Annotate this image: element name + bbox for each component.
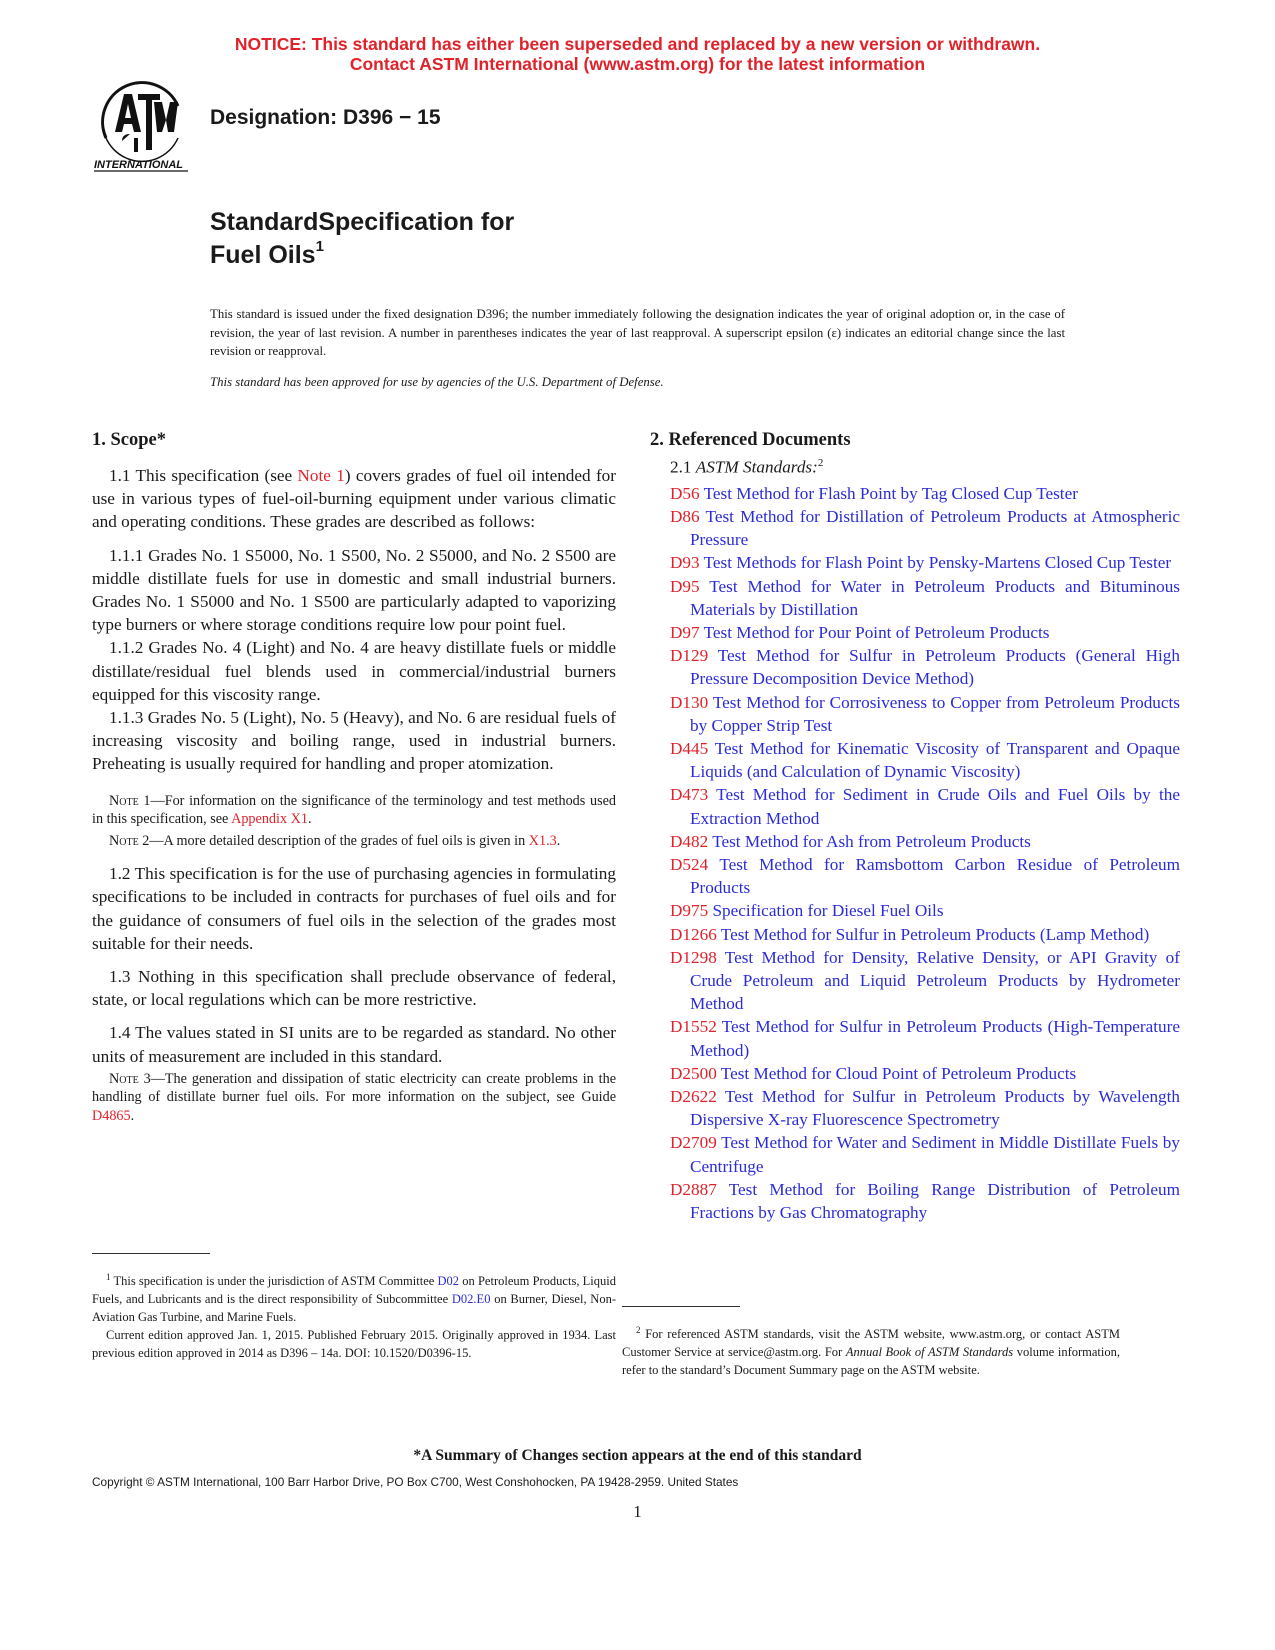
standard-title-link[interactable]: Test Method for Flash Point by Tag Closed Cup Tester	[699, 483, 1078, 503]
referenced-standard-item	[650, 621, 1180, 644]
standard-code-link[interactable]: D473	[670, 785, 709, 805]
standard-title-link[interactable]: Test Method for Water in Petroleum Products and Bituminous Materials by Distillation	[690, 576, 1180, 619]
svg-text:INTERNATIONAL: INTERNATIONAL	[94, 159, 184, 171]
referenced-standard-item	[650, 505, 1180, 551]
referenced-standard-item	[650, 482, 1180, 505]
standard-code-link[interactable]: D1298	[670, 947, 717, 967]
standard-title-link[interactable]: Specification for Diesel Fuel Oils	[708, 901, 944, 921]
document-title	[210, 206, 514, 272]
committee-d02-link[interactable]: D02	[437, 1274, 460, 1289]
standard-title-link[interactable]: Test Method for Ash from Petroleum Products	[708, 831, 1031, 851]
standard-title-link[interactable]: Test Method for Cloud Point of Petroleum Products	[716, 1063, 1077, 1083]
notice-line-1: NOTICE: This standard has either been superseded and replaced by a new version or withdrawn.	[234, 34, 1041, 54]
standard-code-link[interactable]: D95	[670, 576, 700, 596]
standard-code-link[interactable]: D975	[670, 901, 709, 921]
section-heading-referenced-documents: 2. Referenced Documents	[650, 430, 851, 450]
standard-title-link[interactable]: Test Method for Water and Sediment in Middle Distillate Fuels by Centrifuge	[690, 1133, 1180, 1176]
footnote-divider-left	[92, 1253, 210, 1254]
paragraph-1-1: 1.1 This specification (see Note 1) covers grades of fuel oil intended for use in various types of fuel-oil-burning equipment under various climatic and operating conditions. These grades are described as follows:	[92, 466, 616, 532]
title-footnote-ref[interactable]: 1	[315, 238, 324, 255]
paragraph-1-4: 1.4 The values stated in SI units are to be regarded as standard. No other units of measurement are included in this standard.	[92, 1023, 616, 1066]
referenced-standards-list	[650, 482, 1180, 1225]
referenced-standard-item	[650, 1015, 1180, 1061]
standard-title-link[interactable]: Test Method for Distillation of Petroleum Products at Atmospheric Pressure	[690, 506, 1180, 550]
footnote-1: $^1$ This specification is under the jurisdiction of ASTM Committee D02 on Petroleum Products, Liquid Fuels, and Lubricants and is the direct responsibility of Subcommittee D02.E0 on Burner, Diesel, Non-Aviation Gas Turbine, and Marine Fuels. Current edition approved Jan. 1, 2015. Published February 2015. Originally approved in 1934. Last previous edition approved in 2014 as D396 – 14a. DOI: 10.1520/D0396-15.	[92, 1272, 616, 1361]
note-3: Note 3—The generation and dissipation of static electricity can create problems in the handling of distillate burner fuel oils. For more information on the subject, see Guide D4865.	[92, 1070, 617, 1124]
standard-code-link[interactable]: D2622	[670, 1087, 717, 1107]
preamble: This standard is issued under the fixed designation D396; the number immediately following the designation indicates the year of original adoption or, in the case of revision, the year of last revision. A number in parentheses indicates the year of last reapproval. A superscript epsilon (ε) indicates an editorial change since the last revision or reapproval.	[210, 307, 1065, 358]
referenced-standard-item	[650, 1131, 1180, 1177]
page-number: 1	[633, 1502, 642, 1521]
referenced-standard-item	[650, 644, 1180, 690]
standard-code-link[interactable]: D130	[670, 692, 709, 712]
d4865-link[interactable]: D4865	[92, 1107, 131, 1124]
referenced-standard-item	[650, 691, 1180, 737]
notice-line-2: Contact ASTM International (www.astm.org) for the latest information	[349, 54, 926, 74]
left-column	[92, 430, 616, 1128]
copyright: Copyright © ASTM International, 100 Barr Harbor Drive, PO Box C700, West Conshohocken, PA 19428-2959. United States	[92, 1475, 739, 1489]
astm-logo	[90, 80, 194, 178]
standard-title-link[interactable]: Test Method for Corrosiveness to Copper from Petroleum Products by Copper Strip Test	[690, 692, 1180, 735]
referenced-standard-item	[650, 946, 1180, 1016]
standard-code-link[interactable]: D445	[670, 738, 709, 758]
section-heading-scope: 1. Scope*	[92, 430, 166, 450]
standard-code-link[interactable]: D482	[670, 831, 709, 851]
referenced-standard-item	[650, 899, 1180, 922]
referenced-standard-item	[650, 830, 1180, 853]
standard-code-link[interactable]: D1552	[670, 1017, 717, 1037]
standard-code-link[interactable]: D2500	[670, 1063, 717, 1083]
note-1-link[interactable]: Note 1	[297, 466, 345, 485]
note-2: Note 2—A more detailed description of the grades of fuel oils is given in X1.3.	[109, 832, 561, 849]
standard-code-link[interactable]: D56	[670, 483, 700, 503]
footnote-2: $^2$ For referenced ASTM standards, visit the ASTM website, www.astm.org, or contact ASTM Customer Service at service@astm.org. For Annual Book of ASTM Standards volume information, refer to the standard’s Document Summary page on the ASTM website.	[622, 1325, 1120, 1378]
standard-title-link[interactable]: Test Method for Sulfur in Petroleum Products (Lamp Method)	[716, 924, 1150, 944]
astm-standards-subheading: 2.1 ASTM Standards:$^2$	[670, 457, 824, 477]
referenced-standard-item	[650, 737, 1180, 783]
title-line-2: Fuel Oils$^1$	[210, 238, 324, 269]
paragraph-1-1-2: 1.1.2 Grades No. 4 (Light) and No. 4 are heavy distillate fuels or middle distillate/residual fuel blends used in commercial/industrial burners equipped for this viscosity range.	[92, 638, 616, 704]
summary-of-changes-note: *A Summary of Changes section appears at the end of this standard	[413, 1447, 862, 1464]
referenced-standard-item	[650, 575, 1180, 621]
standard-title-link[interactable]: Test Method for Density, Relative Density, or API Gravity of Crude Petroleum and Liquid Petroleum Products by Hydrometer Method	[690, 947, 1180, 1014]
standard-code-link[interactable]: D1266	[670, 924, 717, 944]
title-line-1: StandardSpecification for	[210, 208, 515, 236]
paragraph-1-1-3: 1.1.3 Grades No. 5 (Light), No. 5 (Heavy), and No. 6 are residual fuels of increasing viscosity and boiling range, used in industrial burners. Preheating is usually required for handling and proper atomization.	[92, 708, 616, 774]
standard-title-link[interactable]: Test Method for Boiling Range Distribution of Petroleum Fractions by Gas Chromatography	[690, 1179, 1180, 1223]
referenced-standard-item	[650, 853, 1180, 899]
dod-approval-note: This standard has been approved for use by agencies of the U.S. Department of Defense.	[210, 375, 664, 389]
referenced-standard-item	[650, 1062, 1180, 1085]
x1-3-link[interactable]: X1.3	[528, 832, 557, 849]
standard-code-link[interactable]: D2887	[670, 1179, 717, 1199]
withdrawal-notice	[0, 34, 1275, 74]
standard-title-link[interactable]: Test Method for Pour Point of Petroleum Products	[699, 622, 1050, 642]
paragraph-1-1-1: 1.1.1 Grades No. 1 S5000, No. 1 S500, No. 2 S5000, and No. 2 S500 are middle distillate fuels for use in domestic and small industrial burners. Grades No. 1 S5000 and No. 1 S500 are particularly adapted to vaporizing type burners or where storage conditions require low pour point fuel.	[92, 545, 616, 635]
referenced-standard-item	[650, 923, 1180, 946]
footnote-divider-right	[622, 1306, 740, 1307]
paragraph-1-3: 1.3 Nothing in this specification shall preclude observance of federal, state, or local regulations which can be more restrictive.	[92, 966, 616, 1010]
standard-title-link[interactable]: Test Method for Ramsbottom Carbon Residue of Petroleum Products	[690, 854, 1180, 898]
standard-code-link[interactable]: D93	[670, 553, 700, 573]
subcommittee-d02-e0-link[interactable]: D02.E0	[451, 1292, 491, 1307]
referenced-standard-item	[650, 551, 1180, 574]
standard-code-link[interactable]: D2709	[670, 1133, 717, 1153]
right-column	[650, 430, 1180, 1224]
standard-code-link[interactable]: D524	[670, 854, 709, 874]
referenced-standard-item	[650, 1178, 1180, 1224]
referenced-standard-item	[650, 783, 1180, 829]
referenced-standard-item	[650, 1085, 1180, 1131]
appendix-x1-link[interactable]: Appendix X1	[231, 811, 308, 828]
edition-info: Current edition approved Jan. 1, 2015. Published February 2015. Originally approved in 1934. Last previous edition approved in 2014 as D396 – 14a. DOI: 10.1520/D0396-15.	[92, 1328, 616, 1361]
note-1: Note 1—For information on the significance of the terminology and test methods used in this specification, see Appendix X1.	[92, 792, 617, 828]
standard-code-link[interactable]: D129	[670, 646, 709, 666]
standard-title-link[interactable]: Test Methods for Flash Point by Pensky-Martens Closed Cup Tester	[699, 553, 1172, 573]
paragraph-1-2: 1.2 This specification is for the use of purchasing agencies in formulating specifications to be included in contracts for purchases of fuel oils and for the guidance of consumers of fuel oils in the selection of the grades most suitable for their needs.	[92, 864, 616, 953]
standard-title-link[interactable]: Test Method for Sulfur in Petroleum Products (High-Temperature Method)	[690, 1017, 1180, 1060]
standard-title-link[interactable]: Test Method for Kinematic Viscosity of Transparent and Opaque Liquids (and Calculation of Dynamic Viscosity)	[690, 738, 1180, 782]
standard-title-link[interactable]: Test Method for Sediment in Crude Oils and Fuel Oils by the Extraction Method	[690, 785, 1180, 828]
designation: Designation: D396 − 15	[210, 106, 441, 129]
standard-title-link[interactable]: Test Method for Sulfur in Petroleum Products by Wavelength Dispersive X-ray Fluorescence Spectrometry	[690, 1087, 1180, 1130]
standard-code-link[interactable]: D97	[670, 622, 700, 642]
standard-title-link[interactable]: Test Method for Sulfur in Petroleum Products (General High Pressure Decomposition Device Method)	[690, 646, 1180, 689]
standard-code-link[interactable]: D86	[670, 506, 700, 526]
